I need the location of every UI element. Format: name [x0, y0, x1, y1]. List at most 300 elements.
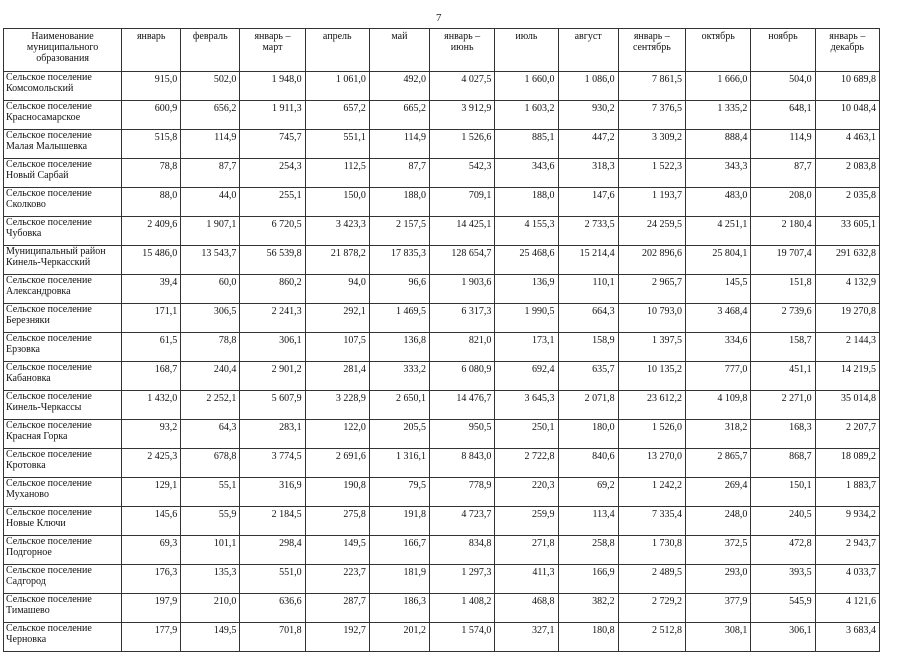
value-cell: 1 526,0	[618, 420, 685, 449]
value-cell: 145,5	[686, 275, 751, 304]
value-cell: 188,0	[495, 188, 558, 217]
column-header: февраль	[181, 29, 240, 72]
value-cell: 472,8	[751, 536, 815, 565]
value-cell: 2 729,2	[618, 594, 685, 623]
value-cell: 10 135,2	[618, 362, 685, 391]
value-cell: 254,3	[240, 159, 305, 188]
value-cell: 220,3	[495, 478, 558, 507]
value-cell: 87,7	[751, 159, 815, 188]
municipality-name-line: Сельское поселение	[6, 159, 92, 170]
table-row	[4, 275, 880, 304]
municipality-name-cell	[4, 478, 122, 507]
value-cell: 678,8	[181, 449, 240, 478]
value-cell: 149,5	[181, 623, 240, 652]
value-cell: 2 180,4	[751, 217, 815, 246]
value-cell: 197,9	[122, 594, 181, 623]
value-cell: 885,1	[495, 130, 558, 159]
value-cell: 327,1	[495, 623, 558, 652]
municipality-name-line: Сельское поселение	[6, 304, 92, 315]
municipality-name-line: Черновка	[6, 634, 47, 645]
value-cell: 2 409,6	[122, 217, 181, 246]
value-cell: 271,8	[495, 536, 558, 565]
value-cell: 171,1	[122, 304, 181, 333]
municipality-name-line: Сельское поселение	[6, 217, 92, 228]
value-cell: 692,4	[495, 362, 558, 391]
value-cell: 4 109,8	[686, 391, 751, 420]
value-cell: 7 376,5	[618, 101, 685, 130]
municipality-name-line: Чубовка	[6, 228, 42, 239]
value-cell: 2 943,7	[815, 536, 879, 565]
value-cell: 635,7	[558, 362, 618, 391]
municipality-name-line: Сельское поселение	[6, 420, 92, 431]
municipality-name-cell	[4, 420, 122, 449]
value-cell: 2 489,5	[618, 565, 685, 594]
value-cell: 135,3	[181, 565, 240, 594]
value-cell: 888,4	[686, 130, 751, 159]
value-cell: 13 270,0	[618, 449, 685, 478]
value-cell: 10 689,8	[815, 72, 879, 101]
value-cell: 258,8	[558, 536, 618, 565]
column-header: январь – декабрь	[815, 29, 879, 72]
page-number: 7	[436, 12, 442, 24]
table-row	[4, 449, 880, 478]
column-header: ноябрь	[751, 29, 815, 72]
municipality-name-line: Сколково	[6, 199, 46, 210]
value-cell: 1 086,0	[558, 72, 618, 101]
value-cell: 158,9	[558, 333, 618, 362]
value-cell: 701,8	[240, 623, 305, 652]
value-cell: 101,1	[181, 536, 240, 565]
value-cell: 4 463,1	[815, 130, 879, 159]
municipality-name-line: Сельское поселение	[6, 188, 92, 199]
value-cell: 281,4	[305, 362, 369, 391]
value-cell: 166,9	[558, 565, 618, 594]
value-cell: 1 903,6	[430, 275, 495, 304]
value-cell: 158,7	[751, 333, 815, 362]
value-cell: 114,9	[369, 130, 429, 159]
value-cell: 1 603,2	[495, 101, 558, 130]
value-cell: 377,9	[686, 594, 751, 623]
value-cell: 60,0	[181, 275, 240, 304]
municipality-name-line: Сельское поселение	[6, 333, 92, 344]
value-cell: 1 316,1	[369, 449, 429, 478]
value-cell: 21 878,2	[305, 246, 369, 275]
municipality-name-line: Садгород	[6, 576, 46, 587]
value-cell: 150,0	[305, 188, 369, 217]
value-cell: 2 691,6	[305, 449, 369, 478]
value-cell: 24 259,5	[618, 217, 685, 246]
value-cell: 107,5	[305, 333, 369, 362]
value-cell: 1 526,6	[430, 130, 495, 159]
value-cell: 2 739,6	[751, 304, 815, 333]
value-cell: 451,1	[751, 362, 815, 391]
value-cell: 177,9	[122, 623, 181, 652]
value-cell: 35 014,8	[815, 391, 879, 420]
value-cell: 240,5	[751, 507, 815, 536]
municipal-data-table	[3, 28, 880, 652]
municipality-name-line: Сельское поселение	[6, 594, 92, 605]
value-cell: 504,0	[751, 72, 815, 101]
value-cell: 483,0	[686, 188, 751, 217]
value-cell: 14 425,1	[430, 217, 495, 246]
value-cell: 87,7	[181, 159, 240, 188]
value-cell: 665,2	[369, 101, 429, 130]
value-cell: 2 252,1	[181, 391, 240, 420]
value-cell: 2 184,5	[240, 507, 305, 536]
municipality-name-line: Муниципальный район	[6, 246, 106, 257]
value-cell: 1 883,7	[815, 478, 879, 507]
value-cell: 113,4	[558, 507, 618, 536]
value-cell: 166,7	[369, 536, 429, 565]
value-cell: 4 121,6	[815, 594, 879, 623]
value-cell: 25 468,6	[495, 246, 558, 275]
value-cell: 136,9	[495, 275, 558, 304]
value-cell: 2 241,3	[240, 304, 305, 333]
municipality-name-line: Подгорное	[6, 547, 52, 558]
value-cell: 287,7	[305, 594, 369, 623]
value-cell: 745,7	[240, 130, 305, 159]
table-row	[4, 478, 880, 507]
value-cell: 4 033,7	[815, 565, 879, 594]
value-cell: 25 804,1	[686, 246, 751, 275]
table-row	[4, 391, 880, 420]
municipality-name-cell	[4, 449, 122, 478]
value-cell: 2 733,5	[558, 217, 618, 246]
municipality-name-line: Красная Горка	[6, 431, 68, 442]
column-header: октябрь	[686, 29, 751, 72]
value-cell: 1 408,2	[430, 594, 495, 623]
value-cell: 8 843,0	[430, 449, 495, 478]
value-cell: 372,5	[686, 536, 751, 565]
value-cell: 5 607,9	[240, 391, 305, 420]
value-cell: 129,1	[122, 478, 181, 507]
municipality-name-line: Новые Ключи	[6, 518, 66, 529]
value-cell: 318,3	[558, 159, 618, 188]
value-cell: 7 335,4	[618, 507, 685, 536]
value-cell: 19 707,4	[751, 246, 815, 275]
value-cell: 150,1	[751, 478, 815, 507]
value-cell: 2 865,7	[686, 449, 751, 478]
value-cell: 64,3	[181, 420, 240, 449]
value-cell: 13 543,7	[181, 246, 240, 275]
value-cell: 176,3	[122, 565, 181, 594]
value-cell: 2 157,5	[369, 217, 429, 246]
table-row	[4, 594, 880, 623]
value-cell: 1 666,0	[686, 72, 751, 101]
table-header-row	[4, 29, 880, 72]
municipality-name-cell	[4, 565, 122, 594]
value-cell: 18 089,2	[815, 449, 879, 478]
value-cell: 834,8	[430, 536, 495, 565]
municipality-name-line: Сельское поселение	[6, 391, 92, 402]
value-cell: 147,6	[558, 188, 618, 217]
value-cell: 551,0	[240, 565, 305, 594]
value-cell: 2 083,8	[815, 159, 879, 188]
value-cell: 542,3	[430, 159, 495, 188]
municipality-name-line: Новый Сарбай	[6, 170, 69, 181]
table-row	[4, 362, 880, 391]
value-cell: 240,4	[181, 362, 240, 391]
value-cell: 821,0	[430, 333, 495, 362]
table-row	[4, 507, 880, 536]
table-row	[4, 130, 880, 159]
value-cell: 180,0	[558, 420, 618, 449]
municipality-name-line: Кинель-Черкассы	[6, 402, 82, 413]
municipality-name-line: Кабановка	[6, 373, 51, 384]
value-cell: 306,1	[751, 623, 815, 652]
value-cell: 656,2	[181, 101, 240, 130]
value-cell: 180,8	[558, 623, 618, 652]
value-cell: 6 317,3	[430, 304, 495, 333]
value-cell: 136,8	[369, 333, 429, 362]
value-cell: 840,6	[558, 449, 618, 478]
value-cell: 551,1	[305, 130, 369, 159]
value-cell: 545,9	[751, 594, 815, 623]
municipality-name-line: Сельское поселение	[6, 72, 92, 83]
value-cell: 648,1	[751, 101, 815, 130]
value-cell: 78,8	[122, 159, 181, 188]
municipality-name-line: Сельское поселение	[6, 275, 92, 286]
value-cell: 223,7	[305, 565, 369, 594]
value-cell: 3 228,9	[305, 391, 369, 420]
table-row	[4, 536, 880, 565]
municipality-name-line: Красносамарское	[6, 112, 81, 123]
value-cell: 316,9	[240, 478, 305, 507]
municipality-name-cell	[4, 362, 122, 391]
value-cell: 298,4	[240, 536, 305, 565]
value-cell: 2 901,2	[240, 362, 305, 391]
municipality-name-line: Сельское поселение	[6, 362, 92, 373]
value-cell: 930,2	[558, 101, 618, 130]
value-cell: 205,5	[369, 420, 429, 449]
value-cell: 1 574,0	[430, 623, 495, 652]
value-cell: 3 774,5	[240, 449, 305, 478]
value-cell: 950,5	[430, 420, 495, 449]
value-cell: 202 896,6	[618, 246, 685, 275]
municipality-name-line: Сельское поселение	[6, 565, 92, 576]
value-cell: 291 632,8	[815, 246, 879, 275]
value-cell: 777,0	[686, 362, 751, 391]
value-cell: 168,7	[122, 362, 181, 391]
value-cell: 87,7	[369, 159, 429, 188]
value-cell: 110,1	[558, 275, 618, 304]
value-cell: 4 251,1	[686, 217, 751, 246]
value-cell: 88,0	[122, 188, 181, 217]
value-cell: 128 654,7	[430, 246, 495, 275]
value-cell: 1 335,2	[686, 101, 751, 130]
value-cell: 93,2	[122, 420, 181, 449]
value-cell: 208,0	[751, 188, 815, 217]
value-cell: 334,6	[686, 333, 751, 362]
value-cell: 7 861,5	[618, 72, 685, 101]
value-cell: 269,4	[686, 478, 751, 507]
value-cell: 306,1	[240, 333, 305, 362]
table-row	[4, 72, 880, 101]
value-cell: 308,1	[686, 623, 751, 652]
value-cell: 343,6	[495, 159, 558, 188]
value-cell: 283,1	[240, 420, 305, 449]
municipality-name-line: Сельское поселение	[6, 536, 92, 547]
value-cell: 515,8	[122, 130, 181, 159]
value-cell: 1 948,0	[240, 72, 305, 101]
value-cell: 188,0	[369, 188, 429, 217]
value-cell: 145,6	[122, 507, 181, 536]
value-cell: 6 080,9	[430, 362, 495, 391]
value-cell: 860,2	[240, 275, 305, 304]
value-cell: 94,0	[305, 275, 369, 304]
value-cell: 44,0	[181, 188, 240, 217]
value-cell: 306,5	[181, 304, 240, 333]
value-cell: 3 683,4	[815, 623, 879, 652]
value-cell: 1 469,5	[369, 304, 429, 333]
value-cell: 10 793,0	[618, 304, 685, 333]
value-cell: 492,0	[369, 72, 429, 101]
value-cell: 411,3	[495, 565, 558, 594]
value-cell: 1 432,0	[122, 391, 181, 420]
municipality-name-line: Березняки	[6, 315, 50, 326]
value-cell: 181,9	[369, 565, 429, 594]
municipality-name-cell	[4, 159, 122, 188]
value-cell: 114,9	[181, 130, 240, 159]
column-header: январь – сентябрь	[618, 29, 685, 72]
value-cell: 293,0	[686, 565, 751, 594]
value-cell: 19 270,8	[815, 304, 879, 333]
municipality-name-cell	[4, 217, 122, 246]
value-cell: 10 048,4	[815, 101, 879, 130]
table-row	[4, 217, 880, 246]
table-row	[4, 304, 880, 333]
value-cell: 2 512,8	[618, 623, 685, 652]
table-row	[4, 420, 880, 449]
value-cell: 56 539,8	[240, 246, 305, 275]
value-cell: 259,9	[495, 507, 558, 536]
value-cell: 55,1	[181, 478, 240, 507]
value-cell: 190,8	[305, 478, 369, 507]
value-cell: 343,3	[686, 159, 751, 188]
table-row	[4, 623, 880, 652]
value-cell: 2 965,7	[618, 275, 685, 304]
value-cell: 4 155,3	[495, 217, 558, 246]
table-row	[4, 101, 880, 130]
municipality-name-cell	[4, 101, 122, 130]
value-cell: 333,2	[369, 362, 429, 391]
value-cell: 6 720,5	[240, 217, 305, 246]
municipality-name-cell	[4, 391, 122, 420]
value-cell: 2 271,0	[751, 391, 815, 420]
value-cell: 1 660,0	[495, 72, 558, 101]
value-cell: 191,8	[369, 507, 429, 536]
column-header: январь	[122, 29, 181, 72]
column-header: май	[369, 29, 429, 72]
value-cell: 14 219,5	[815, 362, 879, 391]
value-cell: 69,3	[122, 536, 181, 565]
value-cell: 55,9	[181, 507, 240, 536]
municipality-name-cell	[4, 72, 122, 101]
municipality-name-line: Сельское поселение	[6, 623, 92, 634]
municipality-name-cell	[4, 188, 122, 217]
value-cell: 709,1	[430, 188, 495, 217]
municipality-name-cell	[4, 507, 122, 536]
value-cell: 657,2	[305, 101, 369, 130]
value-cell: 201,2	[369, 623, 429, 652]
value-cell: 168,3	[751, 420, 815, 449]
table-row	[4, 333, 880, 362]
table-row	[4, 246, 880, 275]
value-cell: 1 193,7	[618, 188, 685, 217]
municipality-name-line: Комсомольский	[6, 83, 74, 94]
value-cell: 1 522,3	[618, 159, 685, 188]
value-cell: 186,3	[369, 594, 429, 623]
municipality-name-line: Сельское поселение	[6, 478, 92, 489]
value-cell: 1 061,0	[305, 72, 369, 101]
value-cell: 114,9	[751, 130, 815, 159]
value-cell: 15 214,4	[558, 246, 618, 275]
municipality-name-line: Малая Малышевка	[6, 141, 88, 152]
municipality-name-cell	[4, 304, 122, 333]
municipality-name-line: Кротовка	[6, 460, 46, 471]
value-cell: 1 907,1	[181, 217, 240, 246]
value-cell: 2 071,8	[558, 391, 618, 420]
value-cell: 23 612,2	[618, 391, 685, 420]
municipality-name-line: Сельское поселение	[6, 507, 92, 518]
column-header: январь – март	[240, 29, 305, 72]
value-cell: 3 912,9	[430, 101, 495, 130]
municipality-name-line: Сельское поселение	[6, 130, 92, 141]
value-cell: 2 722,8	[495, 449, 558, 478]
table-body	[4, 72, 880, 652]
value-cell: 210,0	[181, 594, 240, 623]
value-cell: 275,8	[305, 507, 369, 536]
value-cell: 1 730,8	[618, 536, 685, 565]
value-cell: 192,7	[305, 623, 369, 652]
municipality-name-cell	[4, 246, 122, 275]
municipality-name-line: Тимашево	[6, 605, 50, 616]
value-cell: 393,5	[751, 565, 815, 594]
value-cell: 3 645,3	[495, 391, 558, 420]
municipality-name-line: Сельское поселение	[6, 101, 92, 112]
value-cell: 915,0	[122, 72, 181, 101]
value-cell: 2 035,8	[815, 188, 879, 217]
value-cell: 1 242,2	[618, 478, 685, 507]
table-row	[4, 188, 880, 217]
municipality-name-line: Сельское поселение	[6, 449, 92, 460]
column-header: июль	[495, 29, 558, 72]
value-cell: 78,8	[181, 333, 240, 362]
value-cell: 79,5	[369, 478, 429, 507]
municipality-name-line: Кинель-Черкасский	[6, 257, 91, 268]
value-cell: 4 132,9	[815, 275, 879, 304]
value-cell: 151,8	[751, 275, 815, 304]
value-cell: 292,1	[305, 304, 369, 333]
value-cell: 2 144,3	[815, 333, 879, 362]
value-cell: 33 605,1	[815, 217, 879, 246]
value-cell: 1 397,5	[618, 333, 685, 362]
value-cell: 382,2	[558, 594, 618, 623]
column-header-name: Наименование муниципального образования	[4, 29, 122, 72]
value-cell: 3 468,4	[686, 304, 751, 333]
value-cell: 447,2	[558, 130, 618, 159]
table-row	[4, 565, 880, 594]
municipality-name-line: Ерзовка	[6, 344, 40, 355]
value-cell: 149,5	[305, 536, 369, 565]
value-cell: 2 207,7	[815, 420, 879, 449]
value-cell: 502,0	[181, 72, 240, 101]
value-cell: 2 650,1	[369, 391, 429, 420]
value-cell: 255,1	[240, 188, 305, 217]
value-cell: 14 476,7	[430, 391, 495, 420]
value-cell: 778,9	[430, 478, 495, 507]
value-cell: 468,8	[495, 594, 558, 623]
